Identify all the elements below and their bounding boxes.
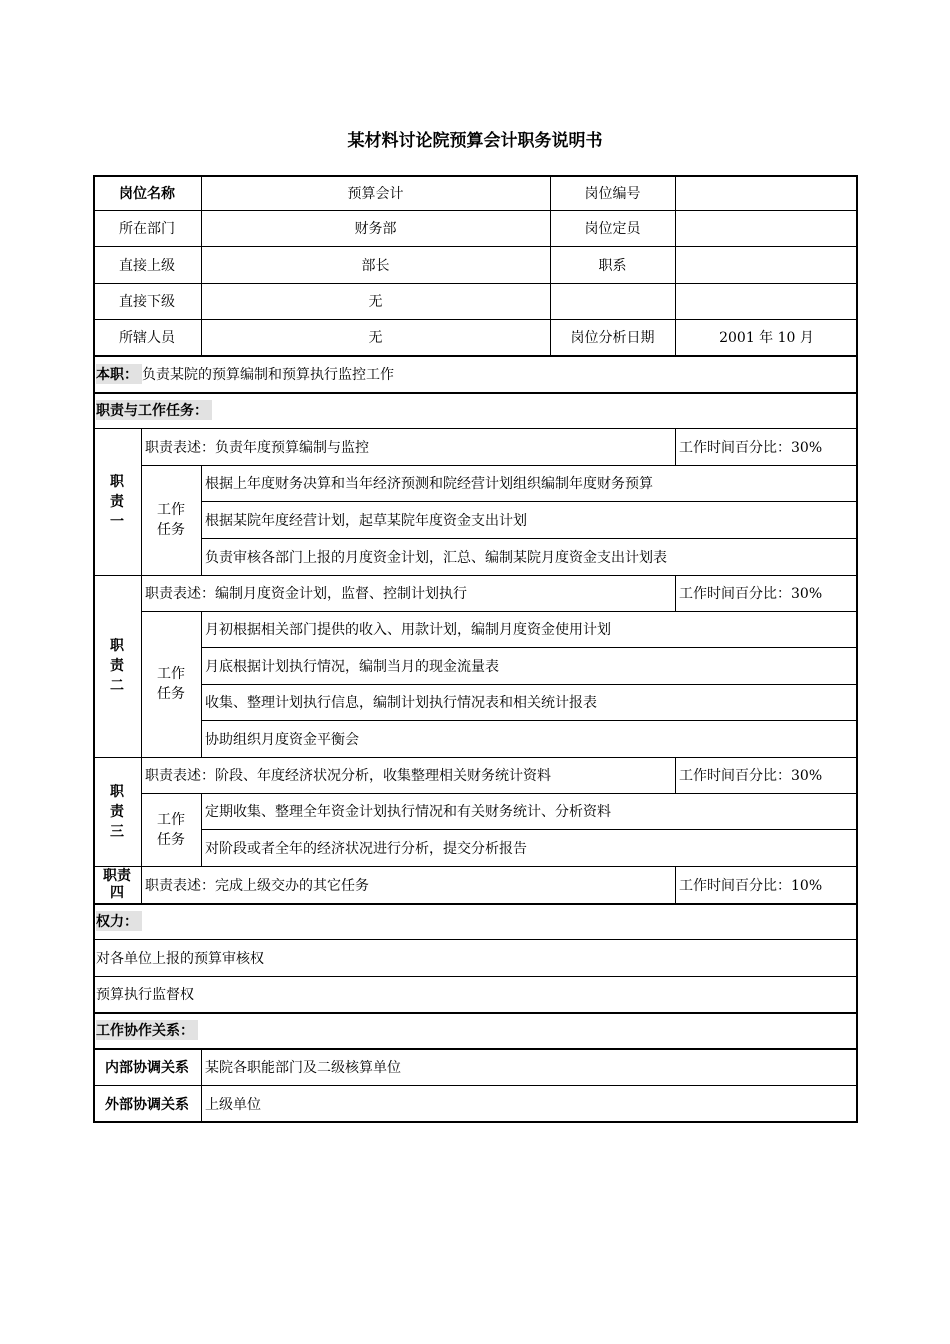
power-item: 预算执行监督权 — [96, 987, 194, 1003]
duty-2-task: 月底根据计划执行情况，编制当月的现金流量表 — [205, 658, 499, 675]
duty-3-task: 对阶段或者全年的经济状况进行分析，提交分析报告 — [205, 840, 527, 857]
duty-2-task: 月初根据相关部门提供的收入、用款计划，编制月度资金使用计划 — [205, 622, 611, 638]
label-direct-subordinate: 直接下级 — [119, 294, 175, 310]
duty-4-description: 职责表述：完成上级交办的其它任务 — [145, 877, 369, 894]
job-summary-label: 本职： — [96, 364, 142, 384]
duty-3-time-percentage: 工作时间百分比：30% — [679, 768, 823, 784]
duty-2-label-char: 责 — [110, 658, 124, 674]
internal-relations-value: 某院各职能部门及二级核算单位 — [205, 1059, 401, 1076]
task-label-char: 任务 — [157, 522, 185, 538]
task-label-char: 工作 — [157, 666, 185, 682]
document-title: 某材料讨论院预算会计职务说明书 — [347, 131, 603, 151]
task-label-char: 任务 — [157, 831, 185, 848]
label-position-name: 岗位名称 — [119, 185, 175, 202]
powers-header-label: 权力： — [96, 911, 142, 931]
label-position-code: 岗位编号 — [584, 185, 641, 202]
value-department: 财务部 — [354, 221, 397, 237]
duty-1-label-char: 责 — [110, 493, 124, 510]
value-direct-subordinate: 无 — [368, 294, 383, 310]
duty-1-label-char: 一 — [110, 513, 124, 530]
duty-3-label-char: 三 — [110, 823, 124, 840]
task-label-char: 任务 — [157, 686, 185, 702]
label-staff: 所辖人员 — [119, 330, 175, 346]
value-position-name: 预算会计 — [347, 185, 404, 202]
job-summary-row — [93, 355, 858, 392]
task-label-char: 工作 — [157, 502, 185, 518]
duty-2-task: 收集、整理计划执行信息，编制计划执行情况表和相关统计报表 — [205, 695, 597, 711]
label-direct-superior: 直接上级 — [119, 257, 175, 274]
task-label-char: 工作 — [157, 811, 185, 828]
value-empty — [675, 283, 858, 319]
label-analysis-date: 岗位分析日期 — [570, 330, 655, 346]
relations-header-label: 工作协作关系： — [96, 1020, 198, 1040]
relations-section-header — [93, 1012, 858, 1048]
duty-2-description: 职责表述：编制月度资金计划，监督、控制计划执行 — [145, 586, 467, 602]
value-headcount — [675, 210, 858, 246]
value-analysis-date: 2001 年 10 月 — [719, 330, 814, 346]
value-direct-superior: 部长 — [361, 257, 390, 274]
value-position-code — [675, 175, 858, 210]
duty-3-label-char: 职 — [110, 783, 124, 800]
duty-2-task-label — [141, 611, 201, 757]
duty-1-time-percentage: 工作时间百分比：30% — [679, 439, 823, 456]
duty-3-task: 定期收集、整理全年资金计划执行情况和有关财务统计、分析资料 — [205, 804, 611, 820]
external-relations-value: 上级单位 — [205, 1097, 261, 1113]
label-headcount: 岗位定员 — [584, 221, 641, 237]
duty-1-task-label — [141, 465, 201, 575]
duty-2-time-percentage: 工作时间百分比：30% — [679, 586, 823, 602]
label-department: 所在部门 — [119, 221, 175, 237]
powers-section-header — [93, 903, 858, 939]
duty-1-task: 根据某院年度经营计划，起草某院年度资金支出计划 — [205, 512, 527, 529]
duty-2-label — [93, 575, 141, 757]
power-item: 对各单位上报的预算审核权 — [96, 950, 264, 967]
duty-2-task: 协助组织月度资金平衡会 — [205, 731, 359, 748]
duty-4-label-char: 职责 — [103, 867, 131, 884]
duty-4-time-percentage: 工作时间百分比：10% — [679, 877, 823, 894]
duty-1-label-char: 职 — [110, 473, 124, 490]
duty-3-description: 职责表述：阶段、年度经济状况分析，收集整理相关财务统计资料 — [145, 768, 551, 784]
duty-2-label-char: 二 — [110, 678, 124, 694]
duty-2-label-char: 职 — [110, 638, 124, 654]
duty-4-label — [93, 866, 141, 903]
label-empty — [550, 283, 675, 319]
duty-1-task: 根据上年度财务决算和当年经济预测和院经营计划组织编制年度财务预算 — [205, 476, 653, 492]
value-job-family — [675, 246, 858, 283]
duty-3-label — [93, 757, 141, 866]
duty-1-task: 负责审核各部门上报的月度资金计划，汇总、编制某院月度资金支出计划表 — [205, 549, 667, 566]
value-staff: 无 — [368, 330, 383, 346]
internal-relations-label: 内部协调关系 — [105, 1059, 189, 1076]
duty-4-label-char: 四 — [110, 884, 124, 901]
duty-3-task-label — [141, 793, 201, 866]
duties-section-header — [93, 392, 858, 428]
label-job-family: 职系 — [598, 257, 627, 274]
duty-1-label — [93, 428, 141, 575]
external-relations-label: 外部协调关系 — [105, 1097, 189, 1113]
duty-3-label-char: 责 — [110, 803, 124, 820]
job-summary-text: 负责某院的预算编制和预算执行监控工作 — [142, 366, 394, 383]
duties-header-label: 职责与工作任务： — [96, 400, 212, 420]
duty-1-description: 职责表述：负责年度预算编制与监控 — [145, 439, 369, 456]
